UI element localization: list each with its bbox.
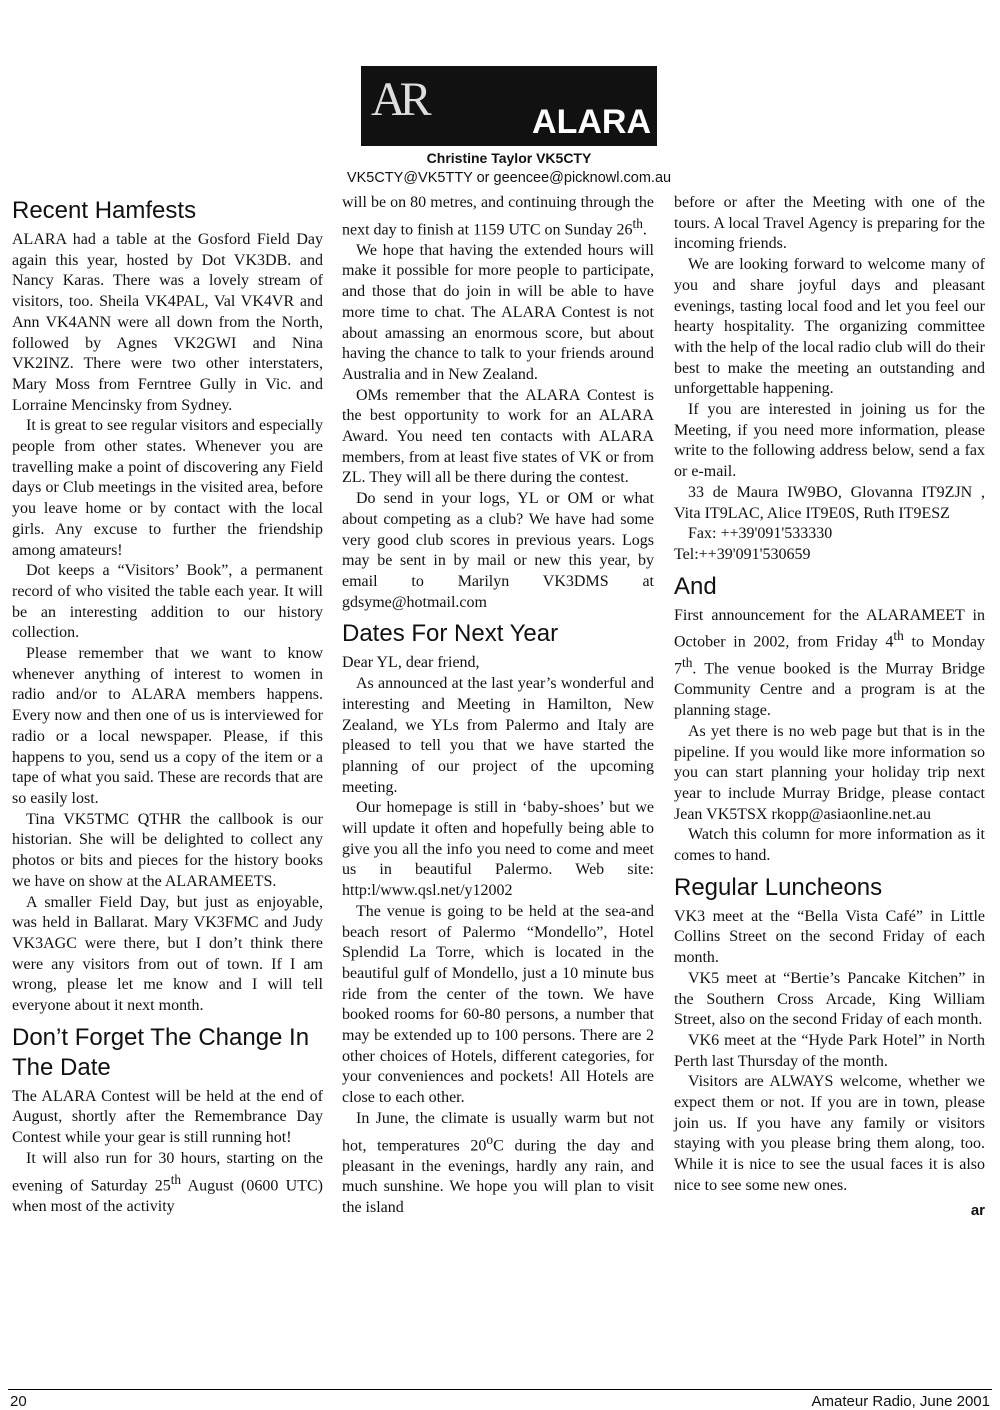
paragraph: Watch this column for more information as it comes to hand. [674,826,985,865]
paragraph: Do send in your logs, YL or OM or what about competing as a club? We have had some very good club scores in previous years. Logs may be sent in by mail or new this year, by email to Marilyn VK3DMS at gdsyme@hotmail.com [342,490,654,611]
paragraph: It will also run for 30 hours, starting on the evening of Saturday 25th August (0600 UTC) when most of the activity [12,1149,323,1215]
paragraph: In June, the climate is usually warm but not hot, temperatures 20$^o$C during the day and pleasant in the evenings, hardly any rain, and much sunshine. We hope you will plan to visit the island [342,1109,654,1216]
paragraph: Visitors are ALWAYS welcome, whether we expect them or not. If you are in town, please join us. If you have any family or visitors staying with you please bring them along, too. While it is nice to see the usual faces it is also nice to see some new ones. [674,1073,985,1194]
paragraph: As yet there is no web page but that is in the pipeline. If you would like more information so you can start planning your holiday trip next year to include Murray Bridge, please contact Jean VK5TSX rkopp@asiaonline.net.au [674,722,985,823]
magazine-issue: Amateur Radio, June 2001 [811,1393,990,1410]
column-3 [674,193,985,1221]
paragraph: It is great to see regular visitors and especially people from other states. Whenever you are travelling make a point of discovering any Field days or Club meetings in the visited area, before you leave home or by contact with the local girls. Any excuse to further the friendship among amateurs! [12,417,323,559]
paragraph: As announced at the last year’s wonderful and interesting and Meeting in Hamilton, New Zealand, we YLs from Palermo and Italy are pleased to tell you that we have started the planning of our project of the upcoming meeting. [342,675,654,796]
paragraph: Dear YL, dear friend, [342,654,480,672]
paragraph: We hope that having the extended hours will make it possible for more people to participate, and those that do join in will be able to have more time to chat. The ALARA Contest is not about amassing an enormous score, but about having the chance to talk to your friends around Australia and in New Zealand. [342,241,654,383]
footer-rule [8,1389,992,1390]
paragraph: First announcement for the ALARAMEET in October in 2002, from Friday 4th to Monday 7th. The venue booked is the Murray Bridge Community Centre and a program is at the planning stage. [674,606,985,720]
ar-logo-letters: AR [371,73,426,126]
heading-regular-luncheons: Regular Luncheons [674,873,883,901]
page-number: 20 [10,1393,27,1410]
paragraph: VK6 meet at the “Hyde Park Hotel” in North Perth last Thursday of the month. [674,1031,985,1070]
paragraph: OMs remember that the ALARA Contest is the best opportunity to work for an ALARA Award. You need ten contacts with ALARA members, from at least five states of VK or from ZL. They will all be there during the contest. [342,386,654,487]
column-1 [12,196,323,1217]
author-name: Christine Taylor VK5CTY [426,150,592,166]
contact-address: 33 de Maura IW9BO, Glovanna IT9ZJN , Vita IT9LAC, Alice IT9E0S, Ruth IT9ESZ [674,483,985,522]
heading-change-date: Don’t Forget The Change In The Date [12,1023,310,1081]
paragraph: will be on 80 metres, and continuing through the next day to finish at 1159 UTC on Sunday 26th. [342,194,654,239]
paragraph: before or after the Meeting with one of the tours. A local Travel Agency is preparing for the incoming friends. [674,194,985,253]
paragraph: VK5 meet at “Bertie’s Pancake Kitchen” in the Southern Cross Arcade, King William Street, also on the second Friday of each month. [674,969,985,1029]
heading-and: And [674,572,717,600]
paragraph: Our homepage is still in ‘baby-shoes’ but we will update it often and hopefully being able to give you all the info you need to come and meet us in beautiful Palermo. Web site: http:l/www.qsl.net/y12002 [342,799,654,900]
paragraph: We are looking forward to welcome many of you and share joyful days and pleasant evenings, tasting local food and let you feel our hearty hospitality. The organizing committee with the help of the local radio club will do their best to make the meeting an outstanding and unforgettable happening. [674,256,985,398]
paragraph: Tina VK5TMC QTHR the callbook is our historian. She will be delighted to collect any photos or bits and pieces for the history books we have on show at the ALARAMEETS. [12,810,323,890]
paragraph: ALARA had a table at the Gosford Field Day again this year, hosted by Dot VK3DB. and Nancy Karas. There was a lovely stream of visitors, too. Sheila VK4PAL, Val VK4VR and Ann VK4ANN were all down from the North, followed by Agnes VK2GWI and Nina VK2INZ. There were two other interstaters, Mary Moss from Ferntree Gully in Vic. and Lorraine Mencinsky from Sydney. [12,231,323,414]
alara-logo [361,66,657,146]
paragraph: Dot keeps a “Visitors’ Book”, a permanent record of who visited the table each year. It will be an interesting addition to our history collection. [12,562,323,642]
paragraph: If you are interested in joining us for the Meeting, if you need more information, please write to the following address below, send a fax or e-mail. [674,401,985,481]
paragraph: Please remember that we want to know whenever anything of interest to women in radio and/or to ALARA members happens. Every now and then one of us is interviewed for radio or a local newspaper. Please, if this happens to you, send us a copy of the item or a tape of what you said. These are records that are so easily lost. [12,645,323,807]
column-2 [342,193,654,1219]
author-email: VK5CTY@VK5TTY or geencee@picknowl.com.au [346,170,672,186]
section-title: ALARA [532,103,651,141]
contact-fax: Fax: ++39'091'533330 [688,525,833,543]
paragraph: The ALARA Contest will be held at the end of August, shortly after the Remembrance Day Contest while your gear is still running hot! [12,1087,323,1147]
heading-dates-next-year: Dates For Next Year [342,620,559,648]
end-mark: ar [970,1201,985,1219]
contact-tel: Tel:++39'091'530659 [674,545,811,563]
heading-recent-hamfests: Recent Hamfests [12,197,197,224]
paragraph: A smaller Field Day, but just as enjoyable, was held in Ballarat. Mary VK3FMC and Judy VK3AGC were there, but I don’t think there were any visitors from out of town. If I am wrong, please let me know and I will tell everyone about it next month. [12,893,323,1015]
paragraph: The venue is going to be held at the sea-and beach resort of Palermo “Mondello”, Hotel Splendid La Torre, which is located in the beautiful gulf of Mondello, just a 10 minute bus ride from the center of the town. We have booked rooms for 60-80 persons, a number that may be extended up to 100 persons. There are 2 other choices of Hotels, different categories, for your conveniences and pockets! All Hotels are close to each other. [342,902,654,1107]
paragraph: VK3 meet at the “Bella Vista Café” in Little Collins Street on the second Friday of each month. [674,907,985,967]
